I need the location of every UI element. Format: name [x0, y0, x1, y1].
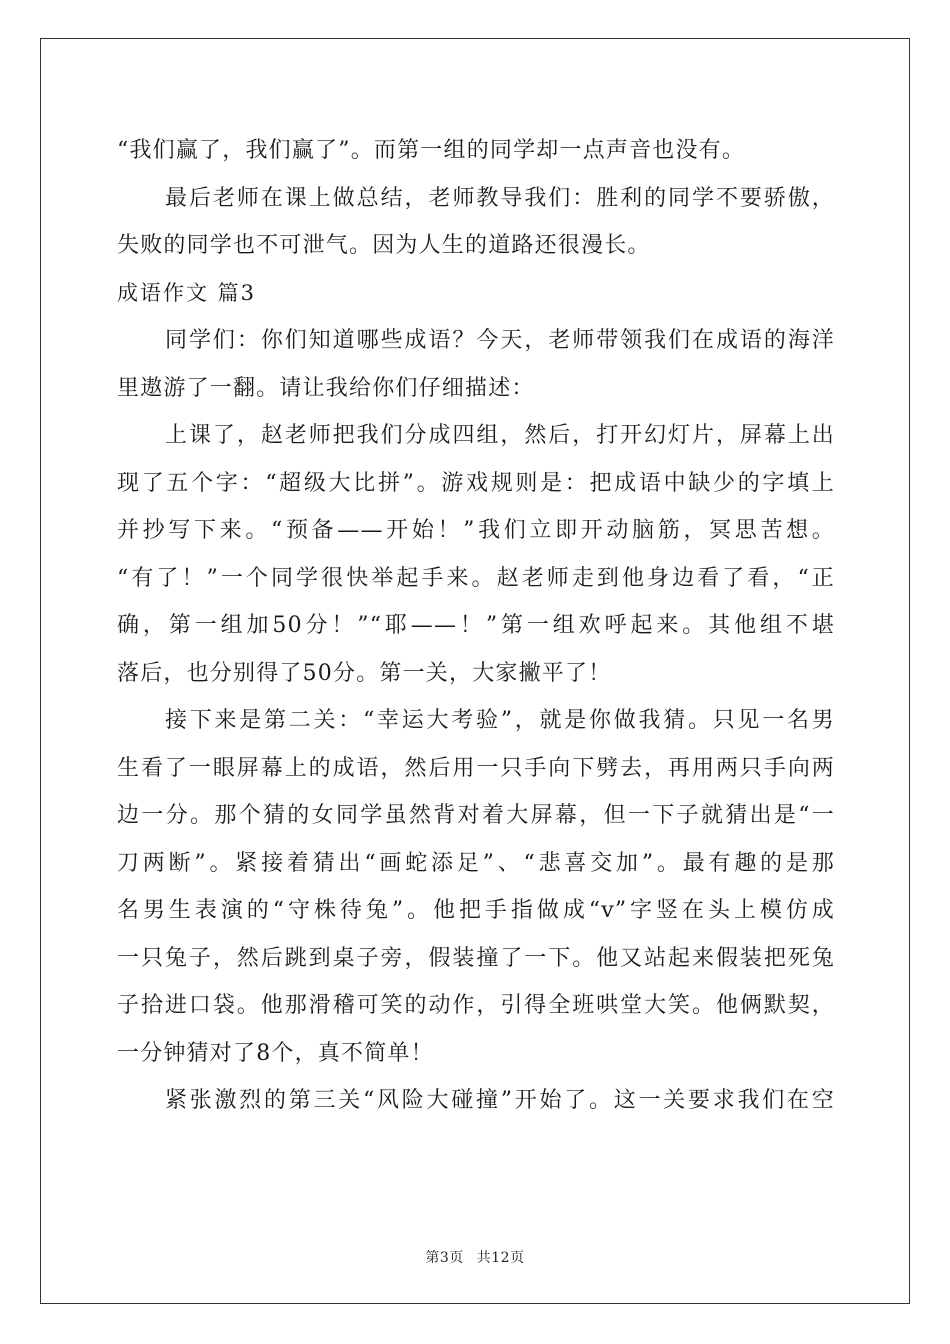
text-line: 边一分。那个猜的女同学虽然背对着大屏幕，但一下子就猜出是“一	[117, 803, 835, 828]
text-line: “有了！”一个同学很快举起手来。赵老师走到他身边看了看，“正	[117, 565, 835, 591]
text-line: 同学们：你们知道哪些成语？今天，老师带领我们在成语的海洋	[165, 328, 835, 353]
text-line: 现了五个字：“超级大比拼”。游戏规则是：把成语中缺少的字填上	[117, 470, 835, 496]
text-line: 刀两断”。紧接着猜出“画蛇添足”、“悲喜交加”。最有趣的是那	[117, 850, 835, 876]
page-total: 共12页	[476, 1250, 525, 1266]
text-line: 一只兔子，然后跳到桌子旁，假装撞了一下。他又站起来假装把死兔	[117, 945, 835, 971]
text-line: 落后，也分别得了50分。第一关，大家撇平了！	[117, 660, 612, 686]
text-line: 失败的同学也不可泄气。因为人生的道路还很漫长。	[117, 233, 651, 258]
page-number: 第3页	[425, 1250, 464, 1266]
text-line: 子拾进口袋。他那滑稽可笑的动作，引得全班哄堂大笑。他俩默契，	[117, 993, 835, 1018]
text-line: 里遨游了一翻。请让我给你们仔细描述：	[117, 375, 535, 401]
text-line: 上课了，赵老师把我们分成四组，然后，打开幻灯片，屏幕上出	[165, 423, 835, 448]
page-footer	[0, 1247, 950, 1267]
text-line: 名男生表演的“守株待兔”。他把手指做成“v”字竖在头上模仿成	[117, 898, 835, 923]
text-line: 最后老师在课上做总结，老师教导我们：胜利的同学不要骄傲，	[165, 185, 835, 211]
text-line: 一分钟猜对了8个，真不简单！	[117, 1040, 434, 1066]
text-line: 生看了一眼屏幕上的成语，然后用一只手向下劈去，再用两只手向两	[117, 755, 835, 781]
document-body	[117, 127, 835, 1125]
text-line: 接下来是第二关：“幸运大考验”，就是你做我猜。只见一名男	[165, 708, 835, 733]
section-heading: 成语作文 篇3	[117, 280, 257, 305]
text-line: “我们赢了，我们赢了”。而第一组的同学却一点声音也没有。	[117, 138, 746, 163]
text-line: 并抄写下来。“预备——开始！”我们立即开动脑筋，冥思苦想。	[117, 518, 835, 543]
text-line: 紧张激烈的第三关“风险大碰撞”开始了。这一关要求我们在空	[165, 1088, 835, 1113]
text-line: 确，第一组加50分！”“耶——！”第一组欢呼起来。其他组不堪	[117, 613, 835, 638]
